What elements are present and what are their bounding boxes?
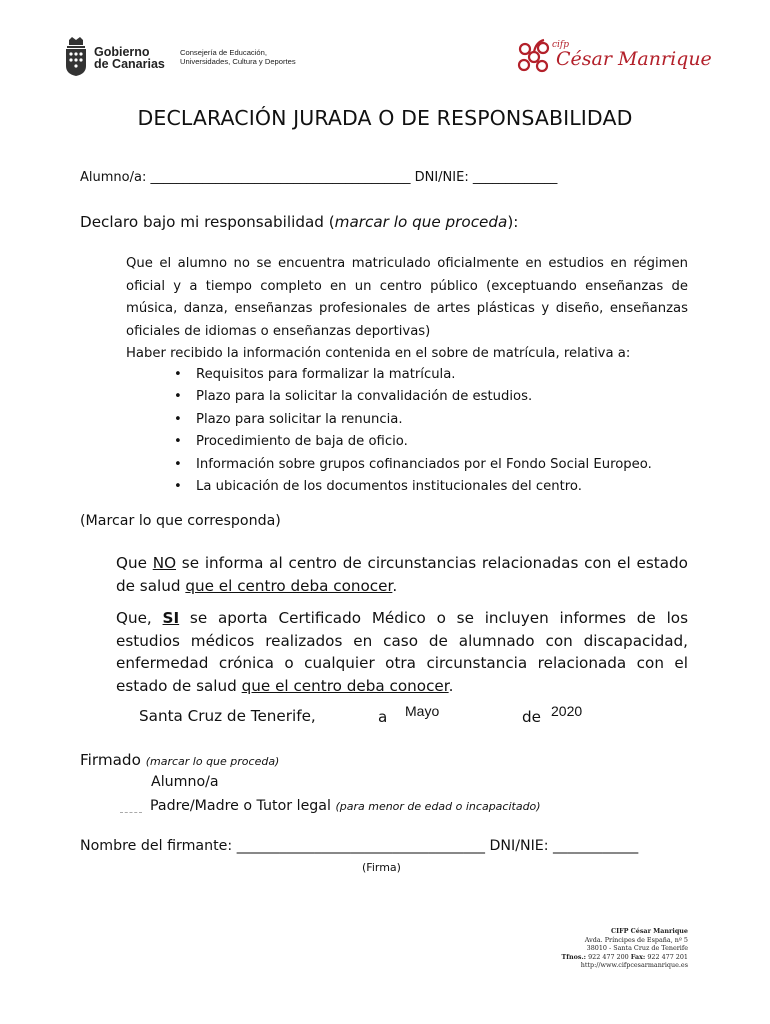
gov-dept-line2: Universidades, Cultura y Deportes xyxy=(180,57,296,66)
date-de-label: de xyxy=(522,708,541,726)
signer-dni-label: DNI/NIE: xyxy=(489,838,549,854)
signature-label: (Firma) xyxy=(362,861,401,874)
marcar-heading: (Marcar lo que corresponda) xyxy=(80,513,281,529)
signer-option-padre[interactable] xyxy=(150,798,541,814)
student-label: Alumno/a: xyxy=(80,170,147,185)
gov-name xyxy=(94,46,165,70)
si-underlined: que el centro deba conocer xyxy=(241,676,449,695)
padre-label: Padre/Madre o Tutor legal xyxy=(150,798,331,814)
list-item: • Requisitos para formalizar la matrícula. xyxy=(174,364,652,386)
date-a-label: a xyxy=(378,708,388,726)
declaro-italic: marcar lo que proceda xyxy=(334,213,508,231)
no-end: . xyxy=(392,576,398,595)
list-item: • Procedimiento de baja de oficio. xyxy=(174,431,652,453)
footer-address1: Avda. Príncipes de España, nº 5 xyxy=(584,935,688,944)
signer-name-label: Nombre del firmante: xyxy=(80,838,233,854)
fax-value: 922 477 201 xyxy=(647,952,688,961)
cifp-flower-logo-icon xyxy=(514,36,554,76)
firmado-note: (marcar lo que proceda) xyxy=(145,755,280,768)
no-word: NO xyxy=(152,554,177,572)
year-field[interactable]: 2020 xyxy=(551,703,583,719)
no-pre: Que xyxy=(116,554,153,572)
list-item: • La ubicación de los documentos institucionales del centro. xyxy=(174,476,652,498)
firmado-label: Firmado xyxy=(80,751,141,769)
health-no-option[interactable] xyxy=(116,552,688,597)
gov-name-line2: de Canarias xyxy=(94,57,165,71)
declaro-text: Declaro bajo mi responsabilidad ( xyxy=(80,213,335,231)
firmado-heading xyxy=(80,751,279,769)
list-item: • Información sobre grupos cofinanciados por el Fondo Social Europeo. xyxy=(174,454,652,476)
cifp-name: César Manrique xyxy=(556,48,712,70)
no-underlined: que el centro deba conocer xyxy=(185,576,393,595)
no-mid: se informa al centro de circunstancias relacionadas con el estado de salud xyxy=(116,554,688,595)
student-line xyxy=(80,170,557,185)
signer-name-field[interactable]: ___________________________________ xyxy=(236,838,485,854)
declaration-intro xyxy=(80,213,518,231)
cifp-logo xyxy=(512,34,712,78)
gov-department xyxy=(180,48,296,66)
padre-note: (para menor de edad o incapacitado) xyxy=(335,800,541,813)
footer-address xyxy=(500,927,688,970)
checkbox-mark[interactable] xyxy=(120,812,142,815)
signer-option-alumno[interactable]: Alumno/a xyxy=(151,774,219,790)
student-name-field[interactable]: ________________________________________ xyxy=(150,170,411,185)
gov-name-line1: Gobierno xyxy=(94,45,150,59)
footer-name: CIFP César Manrique xyxy=(611,927,688,935)
canarias-coat-of-arms-icon xyxy=(64,36,88,76)
student-dni-label: DNI/NIE: xyxy=(414,170,469,185)
phones-label: Tfnos.: xyxy=(561,952,587,961)
info-list xyxy=(174,364,652,498)
fax-label: Fax: xyxy=(630,952,646,961)
footer-web[interactable]: http://www.cifpcesarmanrique.es xyxy=(580,961,688,970)
footer-phones xyxy=(500,953,688,962)
si-word: SI xyxy=(162,609,180,627)
list-item: • Plazo para solicitar la renuncia. xyxy=(174,409,652,431)
phones-value: 922 477 200 xyxy=(588,952,629,961)
document-title: DECLARACIÓN JURADA O DE RESPONSABILIDAD xyxy=(137,106,633,130)
option-not-enrolled[interactable]: Que el alumno no se encuentra matriculado oficialmente en estudios en régimen oficial y a tiempo completo en un centro público (exceptuando enseñanzas de música, danza, enseñanzas profesionales de artes plásticas y diseño, enseñanzas oficiales de idiomas o enseñanzas deportivas) xyxy=(126,256,688,339)
si-pre: Que, xyxy=(116,609,163,627)
gov-dept-line1: Consejería de Educación, xyxy=(180,48,267,57)
si-mid: se aporta Certificado Médico o se incluyen informes de los estudios médicos realizados en caso de alumnado con discapacidad, enfermedad crónica o cualquier otra circunstancia relacionada con el estado de salud xyxy=(116,609,688,695)
student-dni-field[interactable]: _____________ xyxy=(472,170,558,185)
signer-line xyxy=(80,838,638,854)
health-si-option[interactable] xyxy=(116,607,688,697)
footer-address2: 38010 - Santa Cruz de Tenerife xyxy=(586,944,688,953)
si-end: . xyxy=(448,676,454,695)
signer-dni-field[interactable]: ____________ xyxy=(553,838,639,854)
declaration-options xyxy=(126,253,688,366)
month-field[interactable]: Mayo xyxy=(405,703,440,719)
cifp-prefix: cifp xyxy=(552,40,570,50)
place-text: Santa Cruz de Tenerife, xyxy=(139,707,316,725)
list-item: • Plazo para la solicitar la convalidación de estudios. xyxy=(174,386,652,408)
option-info-received[interactable]: Haber recibido la información contenida en el sobre de matrícula, relativa a: xyxy=(126,346,631,361)
declaro-end: ): xyxy=(507,213,519,231)
gobierno-canarias-logo xyxy=(64,36,314,80)
